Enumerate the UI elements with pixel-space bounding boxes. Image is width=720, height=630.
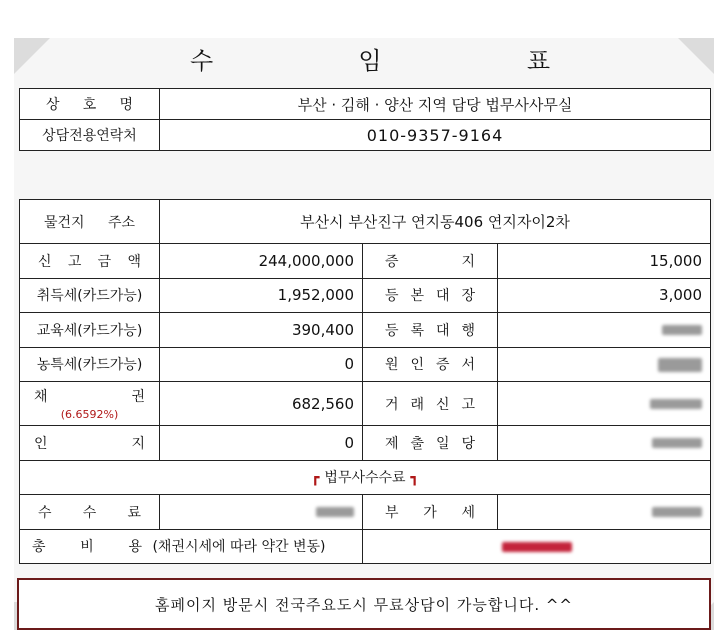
row-value: 244,000,000 xyxy=(160,244,363,279)
table-row xyxy=(20,460,711,495)
row-value: 390,400 xyxy=(160,313,363,348)
table-row xyxy=(20,278,711,313)
title-char: 수 xyxy=(190,46,214,75)
table-row xyxy=(20,244,711,279)
table-row xyxy=(20,200,711,244)
table-row xyxy=(20,529,711,564)
row-label: 취득세(카드가능) xyxy=(20,278,160,313)
row-label: 부 가 세 xyxy=(363,495,498,530)
row-label: 수 수 료 xyxy=(20,495,160,530)
row-label: 신 고 금 액 xyxy=(20,244,160,279)
title-char: 표 xyxy=(526,46,550,75)
table-row xyxy=(20,347,711,382)
table-row xyxy=(20,495,711,530)
page-corner xyxy=(678,38,714,74)
table-row xyxy=(20,120,711,151)
row-label: 등 본 대 장 xyxy=(363,278,498,313)
table-row xyxy=(20,313,711,348)
office-info-table xyxy=(19,88,711,151)
table-row xyxy=(20,382,711,426)
page-corner xyxy=(14,38,50,74)
table-row xyxy=(20,89,711,120)
title-char: 임 xyxy=(358,46,382,75)
row-value: 3,000 xyxy=(498,278,711,313)
contact-value: 010-9357-9164 xyxy=(160,120,711,151)
row-value: 15,000 xyxy=(498,244,711,279)
row-value: 682,560 xyxy=(160,382,363,426)
fee-table xyxy=(19,199,711,564)
row-value: 1,952,000 xyxy=(160,278,363,313)
redacted-value xyxy=(498,495,711,530)
row-label: 제 출 일 당 xyxy=(363,426,498,461)
table-row xyxy=(20,426,711,461)
redacted-value xyxy=(160,495,363,530)
row-label: 등 록 대 행 xyxy=(363,313,498,348)
redacted-value xyxy=(498,426,711,461)
row-label: 농특세(카드가능) xyxy=(20,347,160,382)
address-label: 물건지 주소 xyxy=(20,200,160,244)
row-label: 교육세(카드가능) xyxy=(20,313,160,348)
page-title xyxy=(160,40,580,76)
row-value: 0 xyxy=(160,347,363,382)
company-value: 부산 · 김해 · 양산 지역 담당 법무사사무실 xyxy=(160,89,711,120)
redacted-value xyxy=(498,313,711,348)
contact-label: 상담전용연락처 xyxy=(20,120,160,151)
row-label: 원 인 증 서 xyxy=(363,347,498,382)
address-value: 부산시 부산진구 연지동406 연지자이2차 xyxy=(160,200,711,244)
total-label: 총 비 용 (채권시세에 따라 약간 변동) xyxy=(20,529,363,564)
company-label: 상 호 명 xyxy=(20,89,160,120)
row-label: 거 래 신 고 xyxy=(363,382,498,426)
redacted-value xyxy=(498,382,711,426)
row-label: 인 지 xyxy=(20,426,160,461)
redacted-value xyxy=(498,347,711,382)
footer-note: 홈페이지 방문시 전국주요도시 무료상담이 가능합니다. ^^ xyxy=(17,578,711,630)
row-label: 증 지 xyxy=(363,244,498,279)
row-label: 채 권 (6.6592%) xyxy=(20,382,160,426)
row-value: 0 xyxy=(160,426,363,461)
redacted-total xyxy=(363,529,711,564)
fee-heading: ┏ 법무사수수료 ┓ xyxy=(20,460,711,495)
bond-rate: (6.6592%) xyxy=(60,408,119,421)
